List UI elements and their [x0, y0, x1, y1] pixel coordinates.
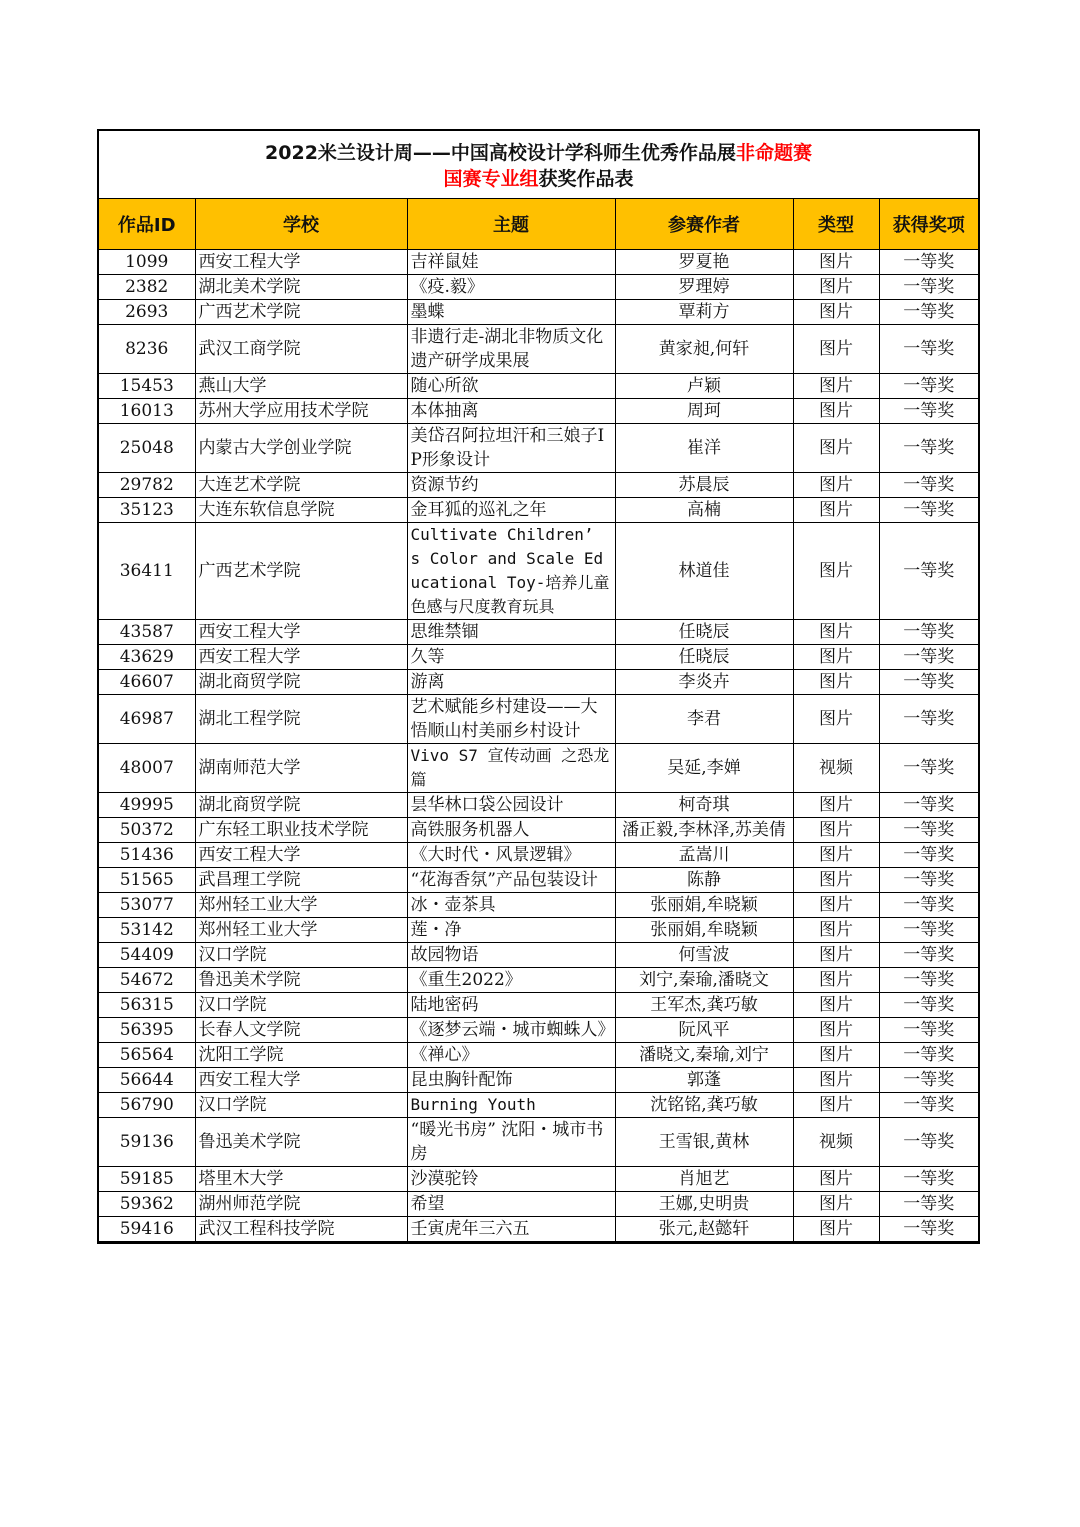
- cell-type: 图片: [793, 695, 879, 744]
- cell-id: 56315: [99, 993, 195, 1018]
- cell-topic: 昙华林口袋公园设计: [407, 793, 615, 818]
- cell-author: 林道佳: [615, 523, 793, 620]
- cell-id: 46607: [99, 670, 195, 695]
- title-line-1-red: 非命题赛: [735, 142, 812, 164]
- table-row: [99, 1217, 978, 1242]
- cell-author: 王雪银,黄林: [615, 1118, 793, 1167]
- table-row: [99, 1167, 978, 1192]
- cell-author: 刘宁,秦瑜,潘晓文: [615, 968, 793, 993]
- cell-award: 一等奖: [879, 473, 978, 498]
- cell-author: 张丽娟,牟晓颖: [615, 918, 793, 943]
- cell-school: 汉口学院: [195, 993, 407, 1018]
- table-row: [99, 250, 978, 275]
- cell-topic: 随心所欲: [407, 374, 615, 399]
- cell-topic: 资源节约: [407, 473, 615, 498]
- cell-school: 长春人文学院: [195, 1018, 407, 1043]
- cell-topic: 高铁服务机器人: [407, 818, 615, 843]
- cell-award: 一等奖: [879, 645, 978, 670]
- cell-type: 图片: [793, 325, 879, 374]
- cell-type: 图片: [793, 993, 879, 1018]
- cell-author: 柯奇琪: [615, 793, 793, 818]
- cell-school: 西安工程大学: [195, 843, 407, 868]
- cell-award: 一等奖: [879, 1192, 978, 1217]
- cell-author: 郭蓬: [615, 1068, 793, 1093]
- cell-type: 图片: [793, 1167, 879, 1192]
- table-row: [99, 473, 978, 498]
- cell-type: 图片: [793, 793, 879, 818]
- table-row: [99, 300, 978, 325]
- cell-award: 一等奖: [879, 843, 978, 868]
- cell-author: 黄家昶,何轩: [615, 325, 793, 374]
- cell-school: 广西艺术学院: [195, 523, 407, 620]
- cell-topic: 金耳狐的巡礼之年: [407, 498, 615, 523]
- cell-topic: 非遗行走-湖北非物质文化遗产研学成果展: [407, 325, 615, 374]
- cell-topic: 沙漠驼铃: [407, 1167, 615, 1192]
- cell-author: 高楠: [615, 498, 793, 523]
- cell-topic: “花海香氛”产品包装设计: [407, 868, 615, 893]
- table-row: [99, 523, 978, 620]
- cell-type: 图片: [793, 374, 879, 399]
- award-table: [99, 199, 978, 1242]
- header-row: [99, 199, 978, 250]
- cell-school: 广东轻工职业技术学院: [195, 818, 407, 843]
- cell-author: 吴延,李婵: [615, 744, 793, 793]
- cell-author: 张元,赵懿轩: [615, 1217, 793, 1242]
- cell-type: 图片: [793, 275, 879, 300]
- cell-award: 一等奖: [879, 993, 978, 1018]
- cell-id: 56564: [99, 1043, 195, 1068]
- table-row: [99, 645, 978, 670]
- cell-award: 一等奖: [879, 250, 978, 275]
- table-row: [99, 968, 978, 993]
- cell-id: 51436: [99, 843, 195, 868]
- cell-author: 李炎卉: [615, 670, 793, 695]
- table-row: [99, 943, 978, 968]
- cell-award: 一等奖: [879, 325, 978, 374]
- cell-topic: 故园物语: [407, 943, 615, 968]
- cell-id: 49995: [99, 793, 195, 818]
- cell-school: 苏州大学应用技术学院: [195, 399, 407, 424]
- table-row: [99, 325, 978, 374]
- cell-school: 西安工程大学: [195, 620, 407, 645]
- cell-school: 沈阳工学院: [195, 1043, 407, 1068]
- cell-topic: Burning Youth: [407, 1093, 615, 1118]
- cell-id: 56395: [99, 1018, 195, 1043]
- cell-award: 一等奖: [879, 818, 978, 843]
- cell-topic: Cultivate Children’ s Color and Scale Educational Toy-培养儿童色感与尺度教育玩具: [407, 523, 615, 620]
- table-row: [99, 843, 978, 868]
- cell-author: 肖旭艺: [615, 1167, 793, 1192]
- cell-author: 罗夏艳: [615, 250, 793, 275]
- cell-type: 图片: [793, 473, 879, 498]
- cell-topic: 《逐梦云端・城市蜘蛛人》: [407, 1018, 615, 1043]
- cell-type: 图片: [793, 893, 879, 918]
- cell-type: 图片: [793, 300, 879, 325]
- cell-award: 一等奖: [879, 670, 978, 695]
- cell-topic: 《大时代・风景逻辑》: [407, 843, 615, 868]
- cell-type: 图片: [793, 1018, 879, 1043]
- cell-topic: 壬寅虎年三六五: [407, 1217, 615, 1242]
- cell-id: 46987: [99, 695, 195, 744]
- cell-author: 苏晨辰: [615, 473, 793, 498]
- cell-award: 一等奖: [879, 1068, 978, 1093]
- table-row: [99, 670, 978, 695]
- title-line-1-plain: 2022米兰设计周——中国高校设计学科师生优秀作品展: [265, 142, 736, 164]
- cell-author: 罗理婷: [615, 275, 793, 300]
- cell-award: 一等奖: [879, 1043, 978, 1068]
- cell-id: 56790: [99, 1093, 195, 1118]
- cell-author: 张丽娟,牟晓颖: [615, 893, 793, 918]
- header-topic: 主题: [407, 199, 615, 250]
- cell-author: 孟嵩川: [615, 843, 793, 868]
- cell-id: 56644: [99, 1068, 195, 1093]
- table-row: [99, 893, 978, 918]
- cell-topic: 久等: [407, 645, 615, 670]
- cell-award: 一等奖: [879, 1167, 978, 1192]
- cell-author: 潘正毅,李林泽,苏美倩: [615, 818, 793, 843]
- cell-id: 51565: [99, 868, 195, 893]
- table-row: [99, 744, 978, 793]
- cell-type: 图片: [793, 424, 879, 473]
- cell-type: 图片: [793, 1043, 879, 1068]
- cell-id: 59185: [99, 1167, 195, 1192]
- table-row: [99, 1093, 978, 1118]
- table-row: [99, 1192, 978, 1217]
- award-table-sheet: [97, 129, 980, 1244]
- cell-award: 一等奖: [879, 695, 978, 744]
- cell-school: 西安工程大学: [195, 250, 407, 275]
- cell-id: 54409: [99, 943, 195, 968]
- cell-type: 图片: [793, 1093, 879, 1118]
- cell-id: 15453: [99, 374, 195, 399]
- header-id: 作品ID: [99, 199, 195, 250]
- cell-school: 汉口学院: [195, 943, 407, 968]
- cell-school: 西安工程大学: [195, 1068, 407, 1093]
- cell-id: 59362: [99, 1192, 195, 1217]
- cell-school: 湖北商贸学院: [195, 670, 407, 695]
- cell-school: 广西艺术学院: [195, 300, 407, 325]
- cell-award: 一等奖: [879, 498, 978, 523]
- cell-author: 李君: [615, 695, 793, 744]
- cell-id: 43587: [99, 620, 195, 645]
- cell-id: 50372: [99, 818, 195, 843]
- table-row: [99, 275, 978, 300]
- cell-author: 阮风平: [615, 1018, 793, 1043]
- cell-id: 25048: [99, 424, 195, 473]
- cell-id: 16013: [99, 399, 195, 424]
- cell-school: 武昌理工学院: [195, 868, 407, 893]
- cell-school: 鲁迅美术学院: [195, 1118, 407, 1167]
- cell-school: 汉口学院: [195, 1093, 407, 1118]
- cell-topic: Vivo S7 宣传动画 之恐龙篇: [407, 744, 615, 793]
- cell-award: 一等奖: [879, 1018, 978, 1043]
- cell-author: 任晓辰: [615, 645, 793, 670]
- cell-award: 一等奖: [879, 620, 978, 645]
- cell-author: 王军杰,龚巧敏: [615, 993, 793, 1018]
- cell-author: 周珂: [615, 399, 793, 424]
- cell-topic: 吉祥鼠娃: [407, 250, 615, 275]
- cell-topic: 昆虫胸针配饰: [407, 1068, 615, 1093]
- cell-school: 武汉工程科技学院: [195, 1217, 407, 1242]
- title-line-1: [99, 140, 978, 166]
- cell-award: 一等奖: [879, 943, 978, 968]
- table-row: [99, 620, 978, 645]
- cell-award: 一等奖: [879, 374, 978, 399]
- cell-award: 一等奖: [879, 1093, 978, 1118]
- cell-author: 崔洋: [615, 424, 793, 473]
- cell-school: 塔里木大学: [195, 1167, 407, 1192]
- cell-type: 图片: [793, 968, 879, 993]
- cell-school: 湖北商贸学院: [195, 793, 407, 818]
- cell-author: 沈铭铭,龚巧敏: [615, 1093, 793, 1118]
- cell-type: 视频: [793, 1118, 879, 1167]
- cell-author: 陈静: [615, 868, 793, 893]
- cell-id: 43629: [99, 645, 195, 670]
- cell-topic: 《疫.毅》: [407, 275, 615, 300]
- cell-award: 一等奖: [879, 275, 978, 300]
- cell-award: 一等奖: [879, 1118, 978, 1167]
- cell-school: 武汉工商学院: [195, 325, 407, 374]
- cell-school: 郑州轻工业大学: [195, 893, 407, 918]
- cell-topic: 本体抽离: [407, 399, 615, 424]
- cell-id: 59416: [99, 1217, 195, 1242]
- cell-school: 西安工程大学: [195, 645, 407, 670]
- header-type: 类型: [793, 199, 879, 250]
- cell-type: 图片: [793, 399, 879, 424]
- cell-type: 图片: [793, 1068, 879, 1093]
- cell-school: 内蒙古大学创业学院: [195, 424, 407, 473]
- cell-award: 一等奖: [879, 424, 978, 473]
- cell-school: 燕山大学: [195, 374, 407, 399]
- cell-school: 大连东软信息学院: [195, 498, 407, 523]
- cell-school: 湖南师范大学: [195, 744, 407, 793]
- cell-author: 任晓辰: [615, 620, 793, 645]
- table-row: [99, 1018, 978, 1043]
- cell-id: 54672: [99, 968, 195, 993]
- table-row: [99, 695, 978, 744]
- cell-id: 36411: [99, 523, 195, 620]
- cell-type: 图片: [793, 818, 879, 843]
- cell-id: 2382: [99, 275, 195, 300]
- cell-award: 一等奖: [879, 968, 978, 993]
- cell-author: 潘晓文,秦瑜,刘宁: [615, 1043, 793, 1068]
- cell-id: 2693: [99, 300, 195, 325]
- title-line-2-red: 国赛专业组: [443, 168, 539, 190]
- cell-type: 图片: [793, 843, 879, 868]
- cell-id: 29782: [99, 473, 195, 498]
- header-author: 参赛作者: [615, 199, 793, 250]
- cell-id: 53077: [99, 893, 195, 918]
- cell-topic: 艺术赋能乡村建设——大悟顺山村美丽乡村设计: [407, 695, 615, 744]
- cell-topic: 《禅心》: [407, 1043, 615, 1068]
- cell-type: 图片: [793, 250, 879, 275]
- cell-award: 一等奖: [879, 868, 978, 893]
- cell-topic: 希望: [407, 1192, 615, 1217]
- cell-topic: “暖光书房” 沈阳・城市书房: [407, 1118, 615, 1167]
- cell-type: 图片: [793, 868, 879, 893]
- table-row: [99, 374, 978, 399]
- table-row: [99, 498, 978, 523]
- cell-type: 图片: [793, 918, 879, 943]
- table-row: [99, 818, 978, 843]
- cell-type: 图片: [793, 670, 879, 695]
- cell-type: 图片: [793, 498, 879, 523]
- cell-type: 图片: [793, 620, 879, 645]
- table-row: [99, 1043, 978, 1068]
- cell-award: 一等奖: [879, 744, 978, 793]
- cell-id: 59136: [99, 1118, 195, 1167]
- cell-school: 湖北工程学院: [195, 695, 407, 744]
- cell-topic: 陆地密码: [407, 993, 615, 1018]
- title-line-2-plain: 获奖作品表: [538, 168, 634, 190]
- cell-award: 一等奖: [879, 399, 978, 424]
- cell-id: 53142: [99, 918, 195, 943]
- cell-topic: 《重生2022》: [407, 968, 615, 993]
- cell-topic: 墨蝶: [407, 300, 615, 325]
- cell-type: 图片: [793, 523, 879, 620]
- cell-author: 覃莉方: [615, 300, 793, 325]
- cell-award: 一等奖: [879, 1217, 978, 1242]
- table-row: [99, 424, 978, 473]
- cell-school: 湖州师范学院: [195, 1192, 407, 1217]
- cell-type: 图片: [793, 1192, 879, 1217]
- cell-award: 一等奖: [879, 918, 978, 943]
- table-row: [99, 918, 978, 943]
- cell-type: 图片: [793, 943, 879, 968]
- cell-award: 一等奖: [879, 523, 978, 620]
- header-award: 获得奖项: [879, 199, 978, 250]
- cell-type: 视频: [793, 744, 879, 793]
- cell-author: 王娜,史明贵: [615, 1192, 793, 1217]
- cell-id: 35123: [99, 498, 195, 523]
- table-row: [99, 399, 978, 424]
- cell-author: 何雪波: [615, 943, 793, 968]
- cell-type: 图片: [793, 645, 879, 670]
- cell-school: 鲁迅美术学院: [195, 968, 407, 993]
- table-row: [99, 993, 978, 1018]
- cell-id: 48007: [99, 744, 195, 793]
- title-line-2: [99, 166, 978, 192]
- cell-id: 1099: [99, 250, 195, 275]
- table-title: [99, 131, 978, 199]
- table-row: [99, 868, 978, 893]
- cell-topic: 游离: [407, 670, 615, 695]
- cell-id: 8236: [99, 325, 195, 374]
- table-row: [99, 1068, 978, 1093]
- cell-author: 卢颖: [615, 374, 793, 399]
- cell-award: 一等奖: [879, 893, 978, 918]
- cell-school: 湖北美术学院: [195, 275, 407, 300]
- header-school: 学校: [195, 199, 407, 250]
- cell-award: 一等奖: [879, 300, 978, 325]
- cell-award: 一等奖: [879, 793, 978, 818]
- table-row: [99, 1118, 978, 1167]
- table-row: [99, 793, 978, 818]
- cell-topic: 冰・壶茶具: [407, 893, 615, 918]
- cell-topic: 美岱召阿拉坦汗和三娘子IP形象设计: [407, 424, 615, 473]
- cell-topic: 莲・净: [407, 918, 615, 943]
- cell-type: 图片: [793, 1217, 879, 1242]
- cell-school: 大连艺术学院: [195, 473, 407, 498]
- cell-topic: 思维禁锢: [407, 620, 615, 645]
- cell-school: 郑州轻工业大学: [195, 918, 407, 943]
